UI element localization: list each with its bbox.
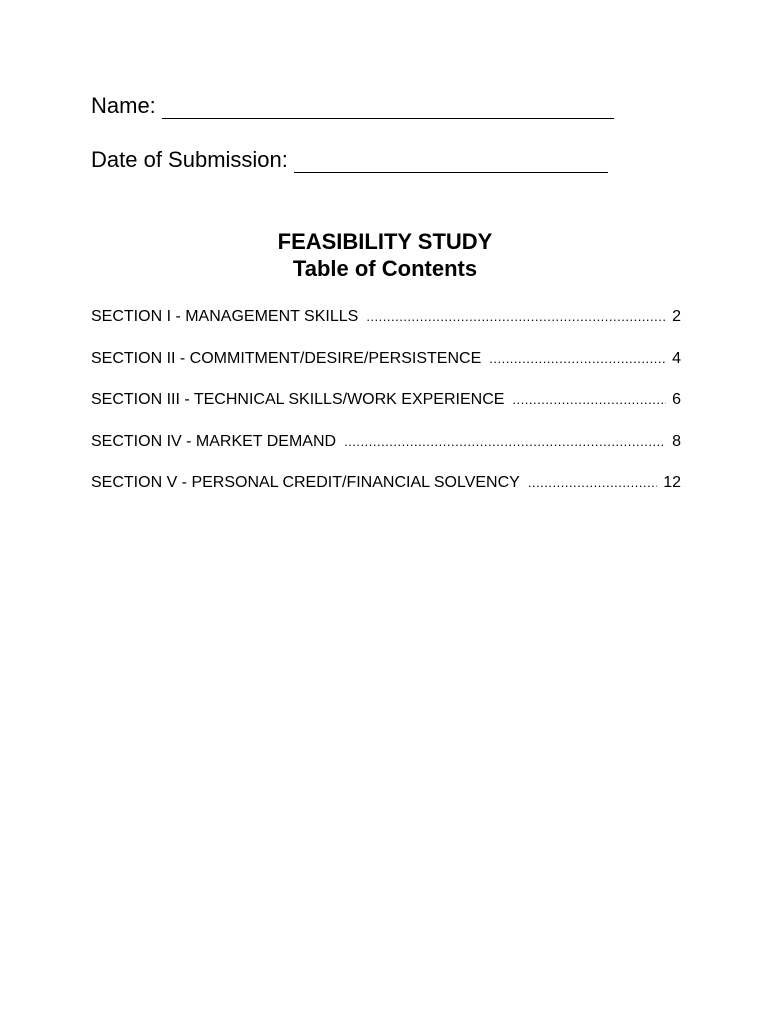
toc-entry-label: SECTION V - PERSONAL CREDIT/FINANCIAL SOLVENCY [91, 474, 520, 491]
document-title: FEASIBILITY STUDY [277, 229, 493, 254]
toc-entry-label: SECTION III - TECHNICAL SKILLS/WORK EXPERIENCE [91, 391, 505, 408]
toc-entry-label: SECTION I - MANAGEMENT SKILLS [91, 308, 359, 325]
name-blank-line[interactable] [162, 98, 614, 119]
toc-leader-dots [528, 472, 657, 494]
toc-entry-label: SECTION IV - MARKET DEMAND [91, 432, 337, 450]
toc-entry [91, 431, 681, 473]
toc-entry [91, 472, 681, 514]
name-label: Name: [91, 93, 156, 118]
toc-entry-page: 2 [672, 308, 681, 325]
date-of-submission-field [91, 147, 608, 173]
date-of-submission-blank-line[interactable] [294, 152, 608, 173]
toc-entry-page: 6 [672, 391, 681, 408]
toc-entry-page: 4 [672, 349, 681, 367]
toc-entry-page: 8 [672, 432, 681, 450]
toc-entry [91, 348, 681, 390]
date-of-submission-label: Date of Submission: [91, 147, 288, 172]
name-field [91, 93, 614, 119]
toc-leader-dots [512, 389, 666, 411]
toc-entry-label: SECTION II - COMMITMENT/DESIRE/PERSISTENCE [91, 349, 482, 367]
toc-entry [91, 306, 681, 348]
toc-leader-dots [366, 306, 666, 328]
toc-entry [91, 389, 681, 431]
toc-leader-dots [344, 431, 666, 453]
toc-heading: Table of Contents [292, 256, 478, 281]
toc-entry-page: 12 [663, 474, 681, 491]
toc-leader-dots [489, 348, 666, 370]
table-of-contents [91, 306, 681, 514]
